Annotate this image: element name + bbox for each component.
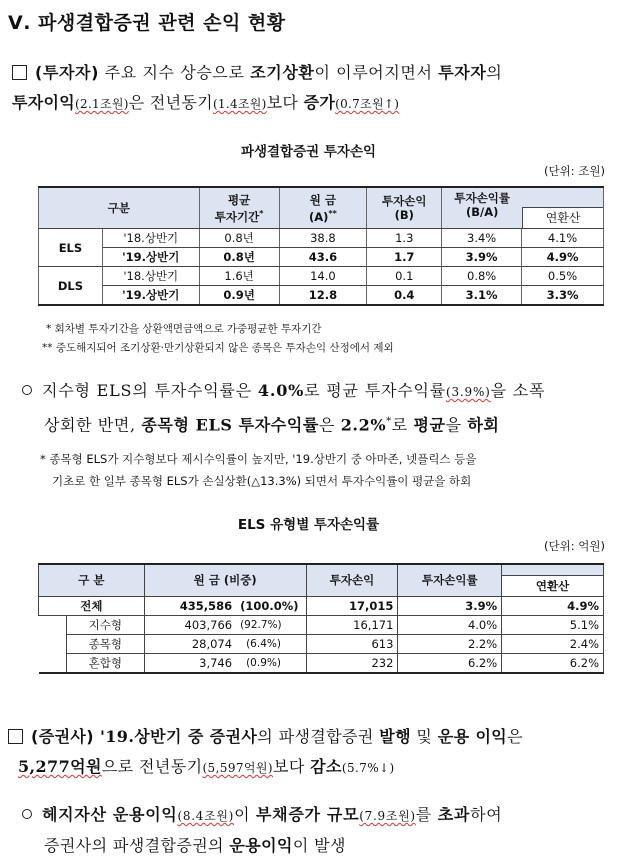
cell-profit: 232 — [306, 653, 398, 673]
text-segment: 이 발생 — [292, 836, 346, 855]
text-segment: 2.2% — [340, 415, 387, 435]
cell-rate: 3.4% — [442, 229, 522, 248]
cell-profit: 0.1 — [367, 267, 442, 286]
table2-title: ELS 유형별 투자손익률 — [237, 517, 380, 533]
text-segment: 은 — [318, 415, 341, 435]
cell-period: '19.상반기 — [102, 248, 199, 267]
header-rate — [442, 187, 604, 229]
text-segment: (7.9조원) — [359, 809, 416, 823]
cell-profit: 0.4 — [367, 286, 442, 306]
cell-avg: 0.9년 — [199, 286, 279, 306]
cell-profit: 16,171 — [306, 615, 398, 634]
header-avg-period — [199, 187, 279, 229]
text-segment: 하회 — [467, 415, 500, 435]
table2-unit: (단위: 억원) — [544, 539, 605, 553]
text-segment: 초과 — [437, 805, 471, 824]
text-segment: 증권사의 파생결합증권의 — [44, 836, 230, 855]
cell-annual: 5.1% — [502, 615, 604, 634]
cell-profit: 613 — [306, 634, 398, 653]
note-line-1: * 종목형 ELS가 지수형보다 제시수익률이 높지만, '19.상반기 중 아마존, 넷플릭스 등을 — [40, 452, 477, 466]
header-text: (B/A) — [465, 205, 499, 219]
securities-paragraph — [8, 722, 608, 783]
cell-annual: 4.1% — [522, 229, 604, 248]
square-bullet-icon — [8, 729, 23, 744]
text-segment: (3.9%) — [445, 385, 491, 399]
row-group-els: ELS — [39, 229, 103, 267]
footnote-mark: * — [386, 416, 392, 427]
text-segment: ELS — [96, 381, 133, 400]
text-segment: 5,277억원 — [18, 757, 102, 776]
header-profit: 투자손익 — [306, 564, 398, 596]
header-annualized: 연환산 — [501, 575, 603, 596]
text-segment: 투자자 — [438, 63, 487, 82]
cell-profit: 17,015 — [306, 596, 398, 615]
header-text: 투자손익률 — [454, 191, 510, 205]
header-text: (A) — [309, 209, 329, 224]
cell-principal: 38.8 — [279, 229, 367, 248]
cell-annual: 3.3% — [522, 286, 604, 306]
footnote-mark: ** — [328, 208, 337, 218]
text-segment: 조기상환 — [250, 63, 315, 82]
text-segment: 보다 — [266, 93, 304, 112]
cell-rate: 6.2% — [398, 653, 502, 673]
cell-annual: 2.4% — [502, 634, 604, 653]
text-segment: 4.0% — [257, 381, 305, 400]
row-name: 지수형 — [66, 615, 144, 634]
cell-rate: 0.8% — [442, 267, 522, 286]
els-note — [40, 448, 610, 492]
cell-share: (6.4%) — [236, 634, 306, 653]
row-name: 종목형 — [66, 634, 144, 653]
cell-rate: 3.9% — [398, 596, 502, 615]
header-rate: 투자손익률 — [398, 564, 502, 596]
header-category: 구분 — [39, 187, 200, 229]
header-annualized-cell — [502, 564, 604, 596]
section-heading: Ⅴ. 파생결합증권 관련 손익 현황 — [8, 12, 286, 34]
text-segment: 평균 — [413, 415, 446, 435]
cell-profit: 1.7 — [367, 248, 442, 267]
text-segment: 상회한 반면, — [44, 415, 142, 435]
text-segment: 의 — [486, 63, 503, 82]
investment-profit-table — [38, 186, 604, 306]
cell-principal: 3,746 — [144, 653, 236, 673]
text-segment: (8.4조원) — [177, 809, 235, 823]
cell-profit: 1.3 — [367, 229, 442, 248]
header-text: 투자손익 — [382, 194, 427, 208]
header-category: 구 분 — [39, 564, 145, 596]
table1-unit: (단위: 조원) — [544, 164, 605, 178]
header-text: 평균 — [227, 192, 251, 207]
note-line-2: 기초로 한 일부 종목형 ELS가 손실상환(△13.3%) 되면서 투자수익률이 평균을 하회 — [52, 474, 472, 488]
text-segment: 감소 — [310, 757, 342, 776]
cell-annual: 4.9% — [502, 596, 604, 615]
cell-share: (100.0%) — [236, 596, 306, 615]
header-annualized: 연환산 — [522, 207, 603, 228]
cell-annual: 6.2% — [502, 653, 604, 673]
text-segment: 로 평균 투자수익률 — [304, 381, 446, 400]
text-segment: 하여 — [470, 805, 503, 824]
cell-rate: 2.2% — [398, 634, 502, 653]
els-type-table — [38, 563, 604, 674]
text-segment: 및 — [410, 727, 438, 746]
investor-paragraph — [12, 58, 607, 119]
indent-spacer — [39, 615, 67, 673]
table1-footnote-1: * 회차별 투자기간을 상환액면금액으로 가중평균한 투자기간 — [46, 323, 322, 335]
cell-rate: 3.9% — [442, 248, 522, 267]
cell-share: (92.7%) — [236, 615, 306, 634]
els-paragraph — [22, 376, 607, 440]
text-segment: 의 파생결합증권 — [257, 727, 380, 746]
text-segment: 부채증가 규모 — [256, 805, 360, 824]
cell-avg: 1.6년 — [199, 267, 279, 286]
text-segment: 를 — [415, 805, 438, 824]
text-segment: 헤지자산 운용이익 — [42, 805, 178, 824]
text-segment: '19.상반기 중 증권사 — [94, 727, 258, 746]
cell-period: '19.상반기 — [102, 286, 199, 306]
text-segment: 로 — [391, 415, 414, 435]
cell-annual: 0.5% — [522, 267, 604, 286]
header-text: 투자기간 — [214, 209, 260, 224]
text-segment: 주요 지수 상승으로 — [99, 63, 251, 82]
cell-period: '18.상반기 — [102, 229, 199, 248]
cell-principal: 14.0 — [279, 267, 367, 286]
header-principal — [279, 187, 367, 229]
hedge-paragraph — [22, 800, 607, 861]
text-segment: 보다 — [272, 757, 311, 776]
cell-rate: 4.0% — [398, 615, 502, 634]
text-segment: (0.7조원↑) — [335, 97, 400, 111]
text-segment: 발행 — [379, 727, 411, 746]
row-name: 혼합형 — [66, 653, 144, 673]
text-segment: 으로 전년동기 — [101, 757, 203, 776]
header-principal: 원 금 (비중) — [144, 564, 306, 596]
table1-title: 파생결합증권 투자손익 — [240, 144, 377, 160]
cell-principal: 28,074 — [144, 634, 236, 653]
text-segment: 은 전년동기 — [128, 93, 213, 112]
cell-principal: 403,766 — [144, 615, 236, 634]
cell-annual: 4.9% — [522, 248, 604, 267]
row-group-dls: DLS — [39, 267, 103, 306]
header-profit — [367, 187, 442, 229]
text-segment: 을 소폭 — [490, 381, 546, 400]
cell-period: '18.상반기 — [102, 267, 199, 286]
header-text: 원 금 — [309, 192, 337, 207]
header-text: (B) — [394, 208, 414, 222]
investor-label: (투자자) — [35, 63, 99, 82]
cell-principal: 43.6 — [279, 248, 367, 267]
text-segment: 의 투자수익률은 — [132, 381, 258, 400]
circle-bullet-icon — [22, 809, 32, 819]
text-segment: 은 — [507, 727, 524, 746]
cell-principal: 435,586 — [144, 596, 236, 615]
text-segment: 을 — [445, 415, 468, 435]
text-segment: 증가 — [303, 93, 336, 112]
cell-rate: 3.1% — [442, 286, 522, 306]
text-segment: (1.4조원) — [212, 97, 267, 111]
text-segment: 이 — [234, 805, 257, 824]
cell-avg: 0.8년 — [199, 229, 279, 248]
cell-share: (0.9%) — [236, 653, 306, 673]
text-segment: 이 이루어지면서 — [314, 63, 439, 82]
footnote-mark: * — [259, 208, 264, 218]
square-bullet-icon — [12, 65, 27, 80]
text-segment: (5,597억원) — [202, 761, 273, 775]
row-total-name: 전체 — [39, 596, 145, 615]
table1-footnote-2: ** 중도해지되어 조기상환·만기상환되지 않은 종목은 투자손익 산정에서 제외 — [42, 342, 394, 354]
text-segment: (2.1조원) — [75, 97, 129, 111]
cell-principal: 12.8 — [279, 286, 367, 306]
text-segment: 투자이익 — [12, 93, 76, 112]
text-segment: 종목형 ELS 투자수익률 — [141, 415, 319, 435]
text-segment: 운용이익 — [229, 836, 293, 855]
cell-avg: 0.8년 — [199, 248, 279, 267]
text-segment: 운용 이익 — [437, 727, 508, 746]
text-segment: (5.7%↓) — [341, 761, 395, 775]
text-segment: 지수형 — [42, 381, 97, 400]
securities-label: (증권사) — [31, 727, 94, 746]
circle-bullet-icon — [22, 385, 32, 395]
